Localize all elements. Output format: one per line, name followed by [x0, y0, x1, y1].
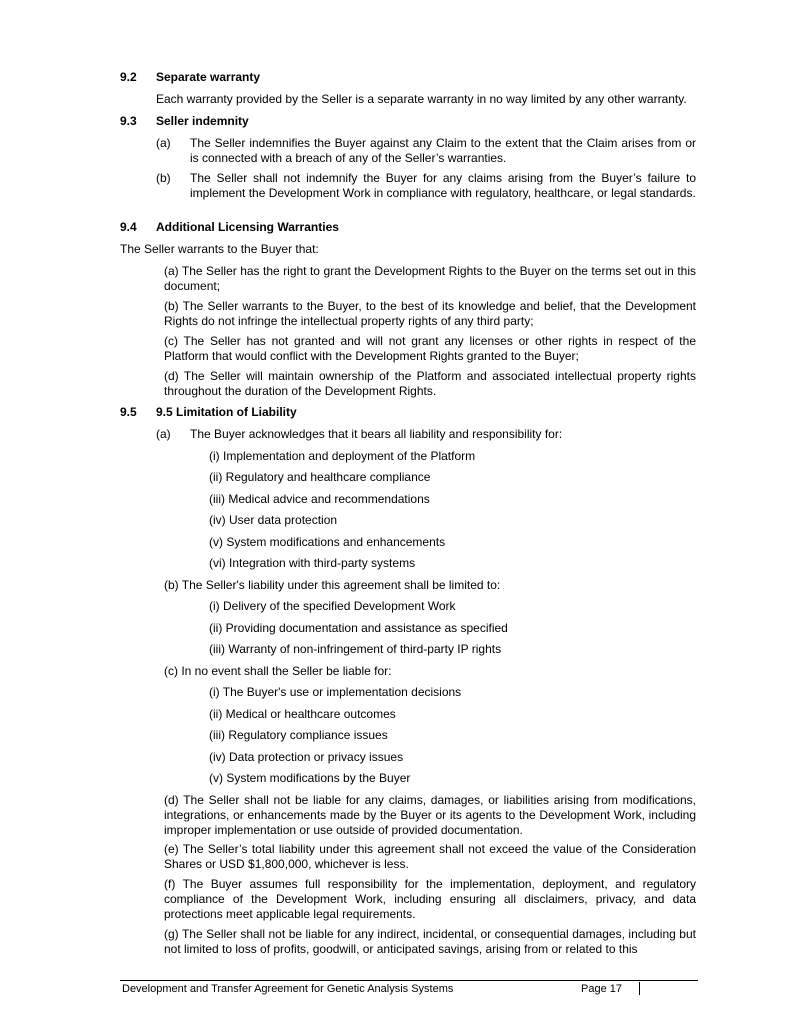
sub-item: (iv) User data protection	[209, 513, 338, 527]
footer-title: Development and Transfer Agreement for Genetic Analysis Systems	[122, 983, 454, 995]
item-label: (a)	[156, 136, 171, 150]
heading-9-3	[120, 114, 249, 129]
warranty-paragraph: (b) The Seller warrants to the Buyer, to the best of its knowledge and belief, that the Development Rights do not infringe the intellectual property rights of any third party;	[164, 299, 696, 328]
section-number: 9.3	[120, 114, 137, 128]
footer-separator	[639, 982, 640, 995]
sub-item: (i) The Buyer's use or implementation decisions	[209, 685, 462, 699]
heading-9-2	[120, 70, 260, 85]
sub-item: (ii) Medical or healthcare outcomes	[209, 707, 396, 721]
sub-item: (iv) Data protection or privacy issues	[209, 750, 404, 764]
warranty-paragraph: (c) The Seller has not granted and will not grant any licenses or other rights in respect of the Platform that would conflict with the Development Rights granted to the Buyer;	[164, 334, 696, 363]
liability-paragraph: (d) The Seller shall not be liable for any claims, damages, or liabilities arising from modifications, integrations, or enhancements made by the Buyer or its agents to the Development Work, including improper implementation or use outside of provided documentation.	[164, 793, 696, 837]
item-label: (a)	[156, 427, 171, 441]
item-text: The Seller indemnifies the Buyer against any Claim to the extent that the Claim arises from or is connected with a breach of any of the Seller’s warranties.	[190, 136, 696, 165]
section-title: 9.5 Limitation of Liability	[156, 405, 297, 419]
warranty-paragraph: (a) The Seller has the right to grant the Development Rights to the Buyer on the terms set out in this document;	[164, 264, 696, 293]
section-number: 9.4	[120, 220, 137, 234]
item-text: (c) In no event shall the Seller be liable for:	[164, 664, 392, 678]
sub-item: (iii) Medical advice and recommendations	[209, 492, 430, 506]
sub-item: (ii) Regulatory and healthcare compliance	[209, 470, 431, 484]
item-text: The Buyer acknowledges that it bears all liability and responsibility for:	[190, 427, 563, 441]
section-number: 9.5	[120, 405, 137, 419]
section-title: Separate warranty	[156, 70, 261, 84]
item-label: (b)	[156, 171, 171, 185]
item-text: The Seller shall not indemnify the Buyer for any claims arising from the Buyer’s failure to implement the Development Work in compliance with regulatory, healthcare, or legal standards.	[190, 171, 696, 200]
paragraph-9-2: Each warranty provided by the Seller is a separate warranty in no way limited by any other warranty.	[156, 92, 687, 106]
section-title: Additional Licensing Warranties	[156, 220, 339, 234]
sub-item: (iii) Regulatory compliance issues	[209, 728, 388, 742]
liability-paragraph: (e) The Seller’s total liability under this agreement shall not exceed the value of the Consideration Shares or USD $1,800,000, whichever is less.	[164, 842, 696, 871]
warranty-paragraph: (d) The Seller will maintain ownership of the Platform and associated intellectual property rights throughout the duration of the Development Rights.	[164, 369, 696, 398]
section-title: Seller indemnity	[156, 114, 249, 128]
sub-item: (iii) Warranty of non-infringement of third-party IP rights	[209, 642, 502, 656]
item-text: (b) The Seller's liability under this agreement shall be limited to:	[164, 578, 501, 592]
footer-divider	[120, 980, 698, 981]
heading-9-5	[120, 405, 297, 420]
intro-text: The Seller warrants to the Buyer that:	[120, 242, 319, 256]
sub-item: (ii) Providing documentation and assistance as specified	[209, 621, 508, 635]
sub-item: (vi) Integration with third-party systems	[209, 556, 416, 570]
sub-item: (i) Implementation and deployment of the Platform	[209, 449, 476, 463]
liability-paragraph: (g) The Seller shall not be liable for any indirect, incidental, or consequential damages, including but not limited to loss of profits, goodwill, or anticipated savings, arising from or related to this	[164, 927, 696, 956]
sub-item: (v) System modifications by the Buyer	[209, 771, 411, 785]
sub-item: (v) System modifications and enhancements	[209, 535, 446, 549]
liability-paragraph: (f) The Buyer assumes full responsibility for the implementation, deployment, and regulatory compliance of the Development Work, including ensuring all disclaimers, privacy, and data protections meet applicable legal requirements.	[164, 877, 696, 921]
section-number: 9.2	[120, 70, 137, 84]
page-number: Page 17	[581, 983, 622, 995]
sub-item: (i) Delivery of the specified Development Work	[209, 599, 456, 613]
heading-9-4	[120, 220, 339, 235]
